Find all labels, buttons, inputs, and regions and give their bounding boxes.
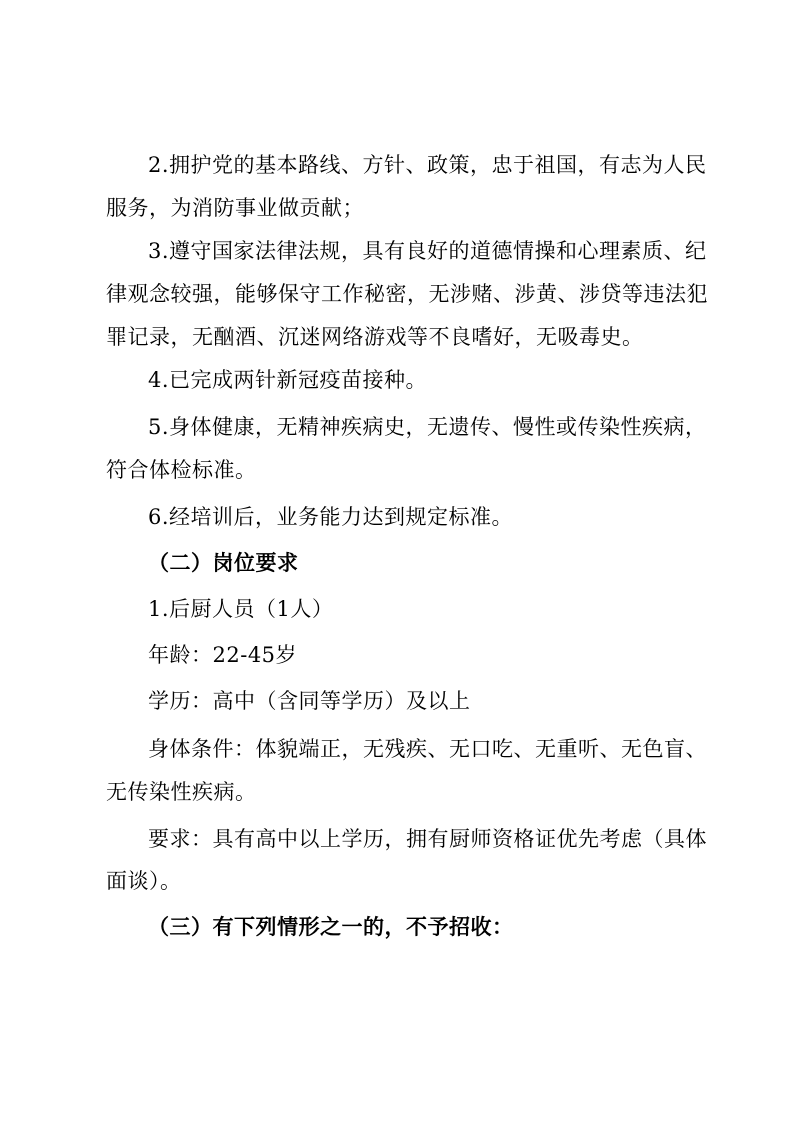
other-requirement-line-2: 面谈）。 xyxy=(106,869,182,893)
education-requirement: 学历：高中（含同等学历）及以上 xyxy=(148,689,471,713)
requirement-2-line-2: 服务，为消防事业做贡献； xyxy=(106,196,364,220)
requirement-5-line-2: 符合体检标准。 xyxy=(106,458,257,482)
requirement-2-line-1: 2.拥护党的基本路线、方针、政策，忠于祖国，有志为人民 xyxy=(148,153,707,177)
requirement-3-line-1: 3.遵守国家法律法规，具有良好的道德情操和心理素质、纪 xyxy=(148,239,707,263)
section-heading-disqualifications: （三）有下列情形之一的，不予招收： xyxy=(148,914,514,939)
physical-condition-line-2: 无传染性疾病。 xyxy=(106,780,257,804)
requirement-3-line-3: 罪记录，无酗酒、沉迷网络游戏等不良嗜好，无吸毒史。 xyxy=(106,325,644,349)
requirement-5-line-1: 5.身体健康，无精神疾病史，无遗传、慢性或传染性疾病， xyxy=(148,415,707,439)
requirement-3-line-2: 律观念较强，能够保守工作秘密，无涉赌、涉黄、涉贷等违法犯 xyxy=(106,282,708,306)
age-requirement: 年龄：22-45岁 xyxy=(148,643,298,667)
requirement-6-line-1: 6.经培训后，业务能力达到规定标准。 xyxy=(148,505,514,529)
position-kitchen-staff: 1.后厨人员（1人） xyxy=(148,597,334,621)
section-heading-position-requirements: （二）岗位要求 xyxy=(148,550,299,575)
other-requirement-line-1: 要求：具有高中以上学历，拥有厨师资格证优先考虑（具体 xyxy=(148,827,707,851)
physical-condition-line-1: 身体条件：体貌端正，无残疾、无口吃、无重听、无色盲、 xyxy=(148,737,707,761)
requirement-4-line-1: 4.已完成两针新冠疫苗接种。 xyxy=(148,368,428,392)
